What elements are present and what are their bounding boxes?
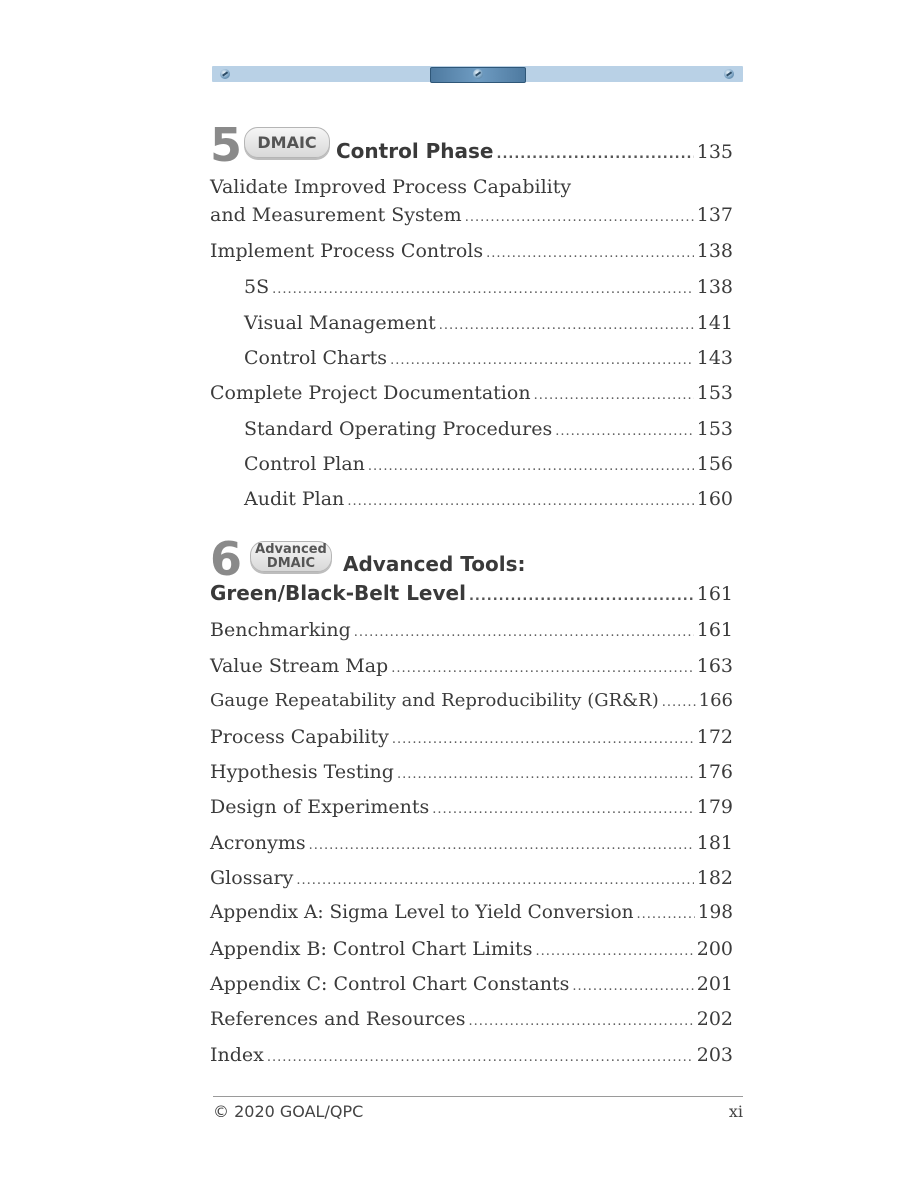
entry-label: Index (210, 1044, 264, 1066)
dot-leader (497, 142, 694, 168)
page-number: 181 (696, 832, 733, 854)
dot-leader (469, 1009, 694, 1035)
copyright-text: © 2020 GOAL/QPC (213, 1102, 364, 1121)
dot-leader (662, 690, 696, 716)
toc-subentry[interactable] (244, 416, 733, 442)
badge-line: Advanced (255, 542, 327, 557)
page-number: 182 (696, 867, 733, 889)
page-number: 138 (696, 276, 733, 298)
page-number: 176 (696, 761, 733, 783)
toc-entry[interactable] (210, 380, 733, 406)
dot-leader (432, 797, 693, 823)
toc-entry[interactable] (210, 617, 733, 643)
dot-leader (469, 584, 694, 610)
entry-label: Value Stream Map (210, 655, 389, 677)
page-number: 202 (696, 1008, 733, 1030)
entry-label: Glossary (210, 867, 294, 889)
page-number: 200 (696, 938, 733, 960)
entry-label: Appendix A: Sigma Level to Yield Conversion (210, 902, 634, 923)
toc-subentry[interactable] (244, 486, 733, 512)
page-number: 156 (696, 453, 733, 475)
dot-leader (572, 974, 693, 1000)
toc-entry-chapter-6[interactable] (210, 580, 733, 606)
entry-label: Gauge Repeatability and Reproducibility (GR&R) (210, 690, 659, 711)
toc-subentry[interactable] (244, 274, 733, 300)
toc-entry[interactable] (210, 1006, 733, 1032)
dot-leader (439, 313, 694, 339)
dot-leader (535, 939, 693, 965)
dot-leader (272, 277, 694, 303)
dot-leader (555, 419, 694, 445)
dot-leader (637, 902, 695, 928)
entry-label: Appendix B: Control Chart Limits (210, 938, 533, 960)
entry-label: Acronyms (210, 832, 306, 854)
page-number: 141 (696, 312, 733, 334)
page-number: 161 (696, 583, 733, 605)
toc-entry[interactable] (210, 794, 733, 820)
page-number: 135 (696, 141, 733, 163)
entry-label: 5S (244, 276, 270, 298)
screw-icon (724, 69, 734, 79)
toc-entry[interactable] (210, 724, 733, 750)
toc-entry[interactable] (210, 759, 733, 785)
page-number: 160 (696, 488, 733, 510)
entry-label: Design of Experiments (210, 796, 430, 818)
toc-entry[interactable] (210, 830, 733, 856)
page-number: 153 (696, 382, 733, 404)
entry-label: Hypothesis Testing (210, 761, 394, 783)
dot-leader (347, 489, 693, 515)
toc-entry[interactable] (210, 971, 733, 997)
toc-entry[interactable] (210, 1042, 733, 1068)
page-number: 201 (696, 973, 733, 995)
page-number: 143 (696, 347, 733, 369)
dot-leader (534, 383, 694, 409)
header-slider-decoration (430, 67, 526, 83)
footer-rule (213, 1096, 743, 1097)
page-number: 138 (696, 240, 733, 262)
chapter-title: Advanced Tools: (343, 552, 526, 576)
toc-entry[interactable] (210, 900, 733, 926)
toc-subentry[interactable] (244, 345, 733, 371)
page-number: 203 (696, 1044, 733, 1066)
entry-label: References and Resources (210, 1008, 466, 1030)
entry-label: Visual Management (244, 312, 436, 334)
toc-entry[interactable] (210, 688, 733, 714)
chapter-title: Control Phase (336, 139, 494, 163)
page-number: 179 (696, 796, 733, 818)
screw-icon (473, 69, 483, 79)
dot-leader (309, 833, 694, 859)
page-number: 161 (696, 619, 733, 641)
toc-entry-line: Validate Improved Process Capability (210, 176, 572, 198)
chapter-number: 5 (210, 118, 243, 172)
dot-leader (465, 205, 694, 231)
toc-entry-chapter-5[interactable] (336, 138, 733, 164)
chapter-title-line2: Green/Black-Belt Level (210, 581, 466, 605)
page-number: 172 (696, 726, 733, 748)
entry-label: Implement Process Controls (210, 240, 484, 262)
toc-subentry[interactable] (244, 451, 733, 477)
page-number: 163 (696, 655, 733, 677)
page-number: 166 (698, 690, 733, 711)
dot-leader (486, 241, 694, 267)
dot-leader (391, 656, 694, 682)
toc-entry[interactable] (210, 202, 733, 228)
advanced-dmaic-badge (250, 541, 332, 572)
dot-leader (296, 868, 693, 894)
entry-label: Control Plan (244, 453, 365, 475)
toc-entry[interactable] (210, 865, 733, 891)
dot-leader (267, 1045, 694, 1071)
toc-entry[interactable] (210, 653, 733, 679)
screw-icon (220, 69, 230, 79)
entry-label: Audit Plan (244, 488, 345, 510)
badge-line: DMAIC (266, 556, 316, 571)
page-number: 137 (696, 204, 733, 226)
toc-entry[interactable] (210, 238, 733, 264)
dot-leader (390, 348, 694, 374)
folio-page-number: xi (728, 1102, 743, 1121)
entry-label: and Measurement System (210, 204, 462, 226)
page-number: 198 (697, 902, 733, 923)
entry-label: Complete Project Documentation (210, 382, 531, 404)
entry-label: Control Charts (244, 347, 388, 369)
dot-leader (392, 727, 694, 753)
toc-entry[interactable] (210, 936, 733, 962)
dot-leader (397, 762, 694, 788)
entry-label: Appendix C: Control Chart Constants (210, 973, 570, 995)
dot-leader (354, 620, 694, 646)
dmaic-badge: DMAIC (244, 127, 330, 158)
toc-subentry[interactable] (244, 310, 733, 336)
dot-leader (368, 454, 694, 480)
entry-label: Benchmarking (210, 619, 351, 641)
entry-label: Process Capability (210, 726, 389, 748)
chapter-number: 6 (210, 532, 243, 586)
entry-label: Standard Operating Procedures (244, 418, 553, 440)
page-number: 153 (696, 418, 733, 440)
